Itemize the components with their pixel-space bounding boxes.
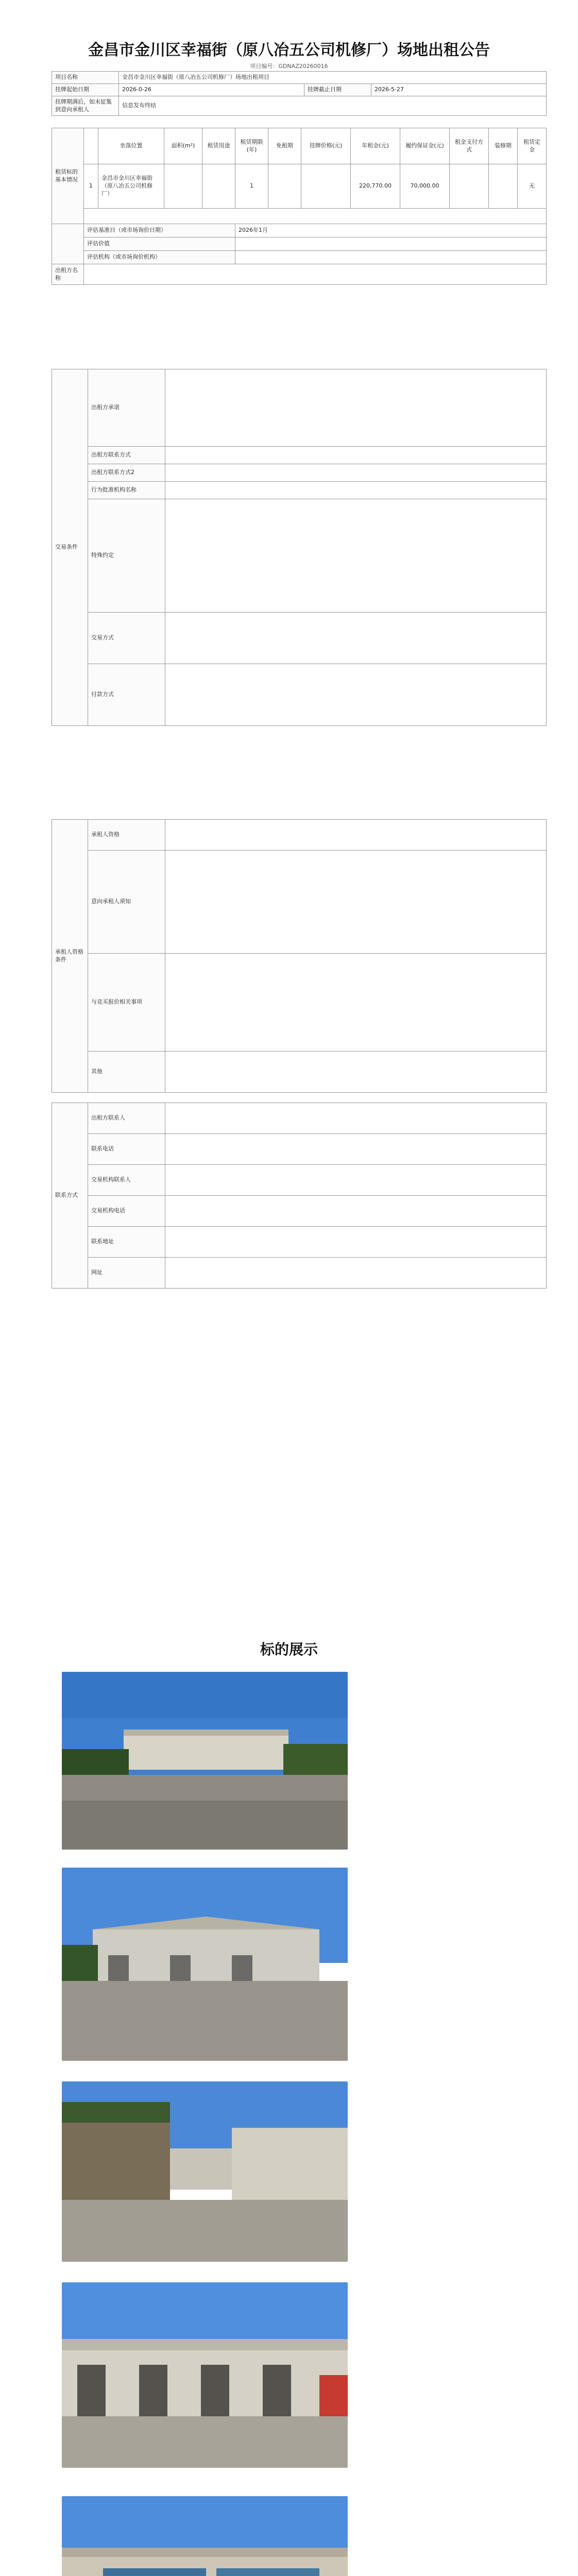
- requirements-table: [52, 819, 547, 1093]
- condition-label: 交易方式: [88, 613, 165, 664]
- requirement-value: [165, 820, 547, 851]
- target-header-location: 坐落位置: [98, 128, 164, 164]
- requirements-section-label: 承租人资格条件: [52, 820, 88, 1093]
- target-cell: [202, 164, 235, 209]
- eval-agency-label: 评估机构（或市场询价机构）: [84, 251, 235, 264]
- site-photo: [62, 1868, 348, 2061]
- condition-label: 出租方联系方式: [88, 447, 165, 464]
- project-number: 项目编号：GDNAZ20260016: [250, 63, 328, 70]
- target-cell: [301, 164, 351, 209]
- end-date-value: 2026-5-27: [371, 83, 547, 96]
- lessor-label: 出租方名称: [52, 264, 84, 285]
- condition-label: 付款方式: [88, 664, 165, 726]
- start-date-label: 挂牌起始日期: [52, 83, 119, 96]
- start-date-value: 2026-0-26: [119, 83, 304, 96]
- condition-value: [165, 664, 547, 726]
- requirement-label: 与竞买报价相关事项: [88, 954, 165, 1052]
- target-cell: 220,770.00: [351, 164, 400, 209]
- requirement-label: 意向承租人须知: [88, 851, 165, 954]
- expiry-rule-label: 挂牌期满后，如未征集到意向承租人: [52, 96, 119, 116]
- target-header-annual-rent: 年租金(元): [351, 128, 400, 164]
- basic-info-table: [52, 71, 547, 116]
- target-header-area: 面积(m²): [164, 128, 202, 164]
- target-cell: [164, 164, 202, 209]
- requirement-value: [165, 954, 547, 1052]
- eval-section-label: [52, 224, 84, 264]
- end-date-label: 挂牌截止日期: [304, 83, 371, 96]
- conditions-table: [52, 369, 547, 726]
- condition-value: [165, 369, 547, 447]
- contact-label: 交易机构联系人: [88, 1165, 165, 1196]
- contact-value: [165, 1227, 547, 1258]
- target-header-payment: 租金支付方式: [450, 128, 489, 164]
- target-cell: 无: [518, 164, 547, 209]
- target-header-free-period: 免租期: [268, 128, 301, 164]
- target-table: [52, 128, 547, 285]
- condition-value: [165, 613, 547, 664]
- eval-agency-value: [235, 251, 547, 264]
- target-total-note: [84, 209, 547, 224]
- requirement-label: 承租人资格: [88, 820, 165, 851]
- target-header-deposit: 履约保证金(元): [400, 128, 450, 164]
- condition-label: 行为批准机构名称: [88, 482, 165, 499]
- project-name-label: 项目名称: [52, 72, 119, 84]
- target-header-index: [84, 128, 98, 164]
- target-section-label: 租赁标的基本情况: [52, 128, 84, 224]
- contact-value: [165, 1103, 547, 1134]
- eval-value-label: 评估价值: [84, 238, 235, 251]
- site-photo: [62, 2282, 348, 2468]
- target-header-use: 租赁用途: [202, 128, 235, 164]
- contact-label: 网址: [88, 1258, 165, 1289]
- contact-value: [165, 1258, 547, 1289]
- page-title: 金昌市金川区幸福街（原八冶五公司机修厂）场地出租公告: [88, 41, 490, 59]
- target-cell: 1: [84, 164, 98, 209]
- condition-value: [165, 499, 547, 613]
- photos-heading: 标的展示: [260, 1641, 318, 1658]
- condition-label: 特殊约定: [88, 499, 165, 613]
- contact-value: [165, 1134, 547, 1165]
- eval-value-value: [235, 238, 547, 251]
- site-photo: [62, 1672, 348, 1850]
- contact-label: 交易机构电话: [88, 1196, 165, 1227]
- requirement-value: [165, 851, 547, 954]
- condition-value: [165, 482, 547, 499]
- contact-value: [165, 1165, 547, 1196]
- target-cell: [450, 164, 489, 209]
- target-cell: [268, 164, 301, 209]
- eval-date-label: 评估基准日（或市场询价日期）: [84, 224, 235, 238]
- site-photo: [62, 2496, 348, 2576]
- contact-table: [52, 1103, 547, 1289]
- target-cell: 1: [235, 164, 268, 209]
- lessor-value: [84, 264, 547, 285]
- condition-value: [165, 464, 547, 482]
- contact-section-label: 联系方式: [52, 1103, 88, 1289]
- contact-label: 出租方联系人: [88, 1103, 165, 1134]
- target-header-listing-price: 挂牌价格(元): [301, 128, 351, 164]
- eval-date-value: 2026年1月: [235, 224, 547, 238]
- target-header-term: 租赁期限(年): [235, 128, 268, 164]
- contact-value: [165, 1196, 547, 1227]
- target-header-earnest: 租赁定金: [518, 128, 547, 164]
- requirement-label: 其他: [88, 1052, 165, 1093]
- target-cell: 金昌市金川区幸福街（原八冶五公司机修厂）: [98, 164, 164, 209]
- target-cell: [489, 164, 518, 209]
- requirement-value: [165, 1052, 547, 1093]
- target-header-decoration: 装修期: [489, 128, 518, 164]
- project-name-value: 金昌市金川区幸福街（原八冶五公司机修厂）场地出租项目: [119, 72, 547, 84]
- condition-label: 出租方承诺: [88, 369, 165, 447]
- condition-label: 出租方联系方式2: [88, 464, 165, 482]
- condition-value: [165, 447, 547, 464]
- expiry-rule-value: 信息发布终结: [119, 96, 547, 116]
- contact-label: 联系电话: [88, 1134, 165, 1165]
- site-photo: [62, 2081, 348, 2262]
- conditions-section-label: 交易条件: [52, 369, 88, 726]
- target-cell: 70,000.00: [400, 164, 450, 209]
- contact-label: 联系地址: [88, 1227, 165, 1258]
